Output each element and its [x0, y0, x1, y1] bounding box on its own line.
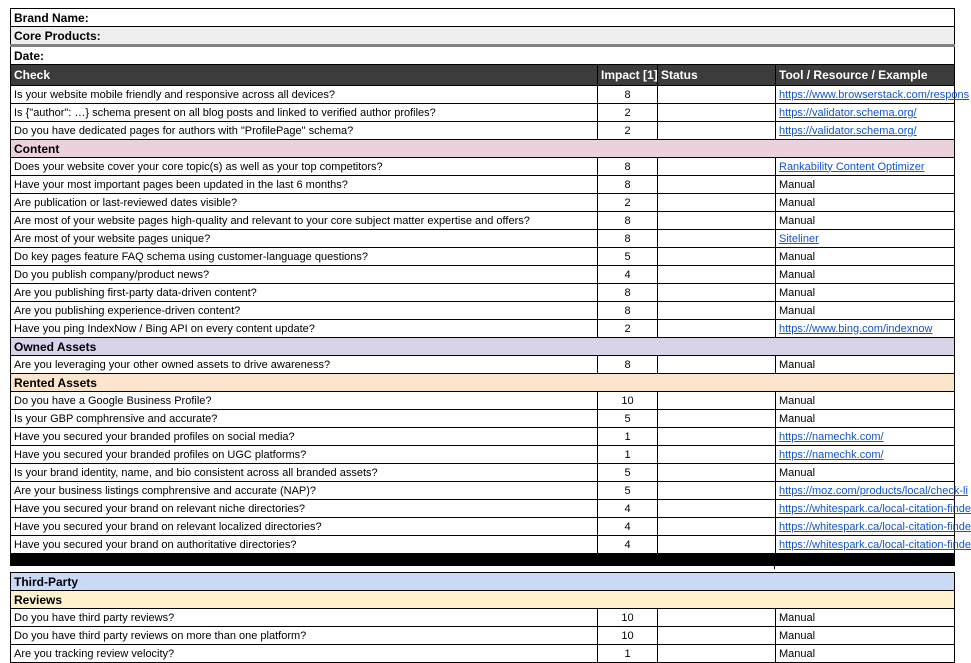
check-cell: Are you publishing first-party data-driven content?: [11, 284, 598, 302]
section-row: [11, 338, 955, 356]
tool-cell: [776, 428, 955, 446]
check-row: [11, 446, 955, 464]
field-label: Core Products:: [11, 27, 955, 46]
check-row: [11, 500, 955, 518]
status-cell[interactable]: [658, 410, 776, 428]
tool-cell: Manual: [776, 284, 955, 302]
column-header-status: Status: [658, 65, 776, 86]
status-cell[interactable]: [658, 194, 776, 212]
check-row: [11, 212, 955, 230]
check-cell: Does your website cover your core topic(s) as well as your top competitors?: [11, 158, 598, 176]
status-cell[interactable]: [658, 645, 776, 663]
status-cell[interactable]: [658, 86, 776, 104]
impact-cell: 1: [598, 428, 658, 446]
impact-cell: 10: [598, 627, 658, 645]
impact-cell: 1: [598, 645, 658, 663]
tool-link[interactable]: https://whitespark.ca/local-citation-finde: [779, 502, 971, 515]
check-cell: Are you tracking review velocity?: [11, 645, 598, 663]
column-border-tick: [774, 566, 775, 569]
tool-cell: Manual: [776, 627, 955, 645]
tool-link[interactable]: https://www.browserstack.com/respons: [779, 88, 970, 101]
status-cell[interactable]: [658, 284, 776, 302]
section-label: Rented Assets: [11, 374, 955, 392]
status-cell[interactable]: [658, 609, 776, 627]
tool-cell: [776, 158, 955, 176]
section-row: [11, 140, 955, 158]
impact-cell: 4: [598, 500, 658, 518]
field-row: [11, 27, 955, 46]
section-row: [11, 374, 955, 392]
tool-cell: Manual: [776, 410, 955, 428]
status-cell[interactable]: [658, 230, 776, 248]
tool-cell: [776, 482, 968, 500]
check-row: [11, 464, 955, 482]
status-cell[interactable]: [658, 536, 776, 554]
impact-cell: 8: [598, 86, 658, 104]
check-cell: Do key pages feature FAQ schema using customer-language questions?: [11, 248, 598, 266]
check-cell: Have you secured your brand on authoritative directories?: [11, 536, 598, 554]
column-header-impact: Impact [1]: [598, 65, 658, 86]
impact-cell: 8: [598, 302, 658, 320]
status-cell[interactable]: [658, 158, 776, 176]
status-cell[interactable]: [658, 302, 776, 320]
check-row: [11, 266, 955, 284]
check-row: [11, 230, 955, 248]
status-cell[interactable]: [658, 482, 776, 500]
impact-cell: 5: [598, 248, 658, 266]
status-cell[interactable]: [658, 464, 776, 482]
check-cell: Are you leveraging your other owned assets to drive awareness?: [11, 356, 598, 374]
impact-cell: 4: [598, 518, 658, 536]
status-cell[interactable]: [658, 392, 776, 410]
impact-cell: 10: [598, 392, 658, 410]
check-row: [11, 518, 955, 536]
check-row: [11, 158, 955, 176]
column-header-check: Check: [11, 65, 598, 86]
check-cell: Do you have third party reviews?: [11, 609, 598, 627]
tool-cell: Manual: [776, 176, 955, 194]
tool-cell: Manual: [776, 212, 955, 230]
check-row: [11, 536, 955, 554]
check-row: [11, 356, 955, 374]
check-row: [11, 392, 955, 410]
tool-cell: [776, 518, 971, 536]
tool-cell: [776, 104, 955, 122]
status-cell[interactable]: [658, 446, 776, 464]
check-row: [11, 284, 955, 302]
check-row: [11, 320, 955, 338]
audit-checklist-table: [10, 8, 971, 663]
check-row: [11, 122, 955, 140]
tool-cell: Manual: [776, 194, 955, 212]
check-cell: Have you secured your brand on relevant localized directories?: [11, 518, 598, 536]
section-label: Owned Assets: [11, 338, 955, 356]
status-cell[interactable]: [658, 122, 776, 140]
tool-cell: [776, 500, 971, 518]
field-row: [11, 46, 955, 65]
impact-cell: 4: [598, 266, 658, 284]
check-row: [11, 609, 955, 627]
check-cell: Have your most important pages been updated in the last 6 months?: [11, 176, 598, 194]
tool-cell: Manual: [776, 302, 955, 320]
impact-cell: 2: [598, 104, 658, 122]
check-row: [11, 248, 955, 266]
impact-cell: 5: [598, 464, 658, 482]
tool-cell: Manual: [776, 392, 955, 410]
tool-cell: [776, 320, 955, 338]
check-row: [11, 104, 955, 122]
status-cell[interactable]: [658, 176, 776, 194]
impact-cell: 2: [598, 320, 658, 338]
status-cell[interactable]: [658, 428, 776, 446]
check-row: [11, 627, 955, 645]
tool-link[interactable]: Rankability Content Optimizer: [779, 160, 925, 173]
tool-link[interactable]: https://namechk.com/: [779, 430, 884, 443]
tool-cell: Manual: [776, 248, 955, 266]
divider-row: [11, 554, 955, 566]
check-cell: Do you have third party reviews on more than one platform?: [11, 627, 598, 645]
gap-row: [11, 566, 955, 573]
impact-cell: 8: [598, 158, 658, 176]
check-cell: Is {"author": …} schema present on all blog posts and linked to verified author profiles?: [11, 104, 598, 122]
section-label: Content: [11, 140, 955, 158]
check-cell: Do you have a Google Business Profile?: [11, 392, 598, 410]
tool-cell: Manual: [776, 609, 955, 627]
tool-cell: [776, 230, 955, 248]
check-row: [11, 302, 955, 320]
field-label: Brand Name:: [11, 9, 955, 27]
impact-cell: 8: [598, 230, 658, 248]
tool-link[interactable]: https://www.bing.com/indexnow: [779, 322, 933, 335]
tool-link[interactable]: https://moz.com/products/local/check-li: [779, 484, 968, 497]
status-cell[interactable]: [658, 500, 776, 518]
tool-link[interactable]: https://namechk.com/: [779, 448, 884, 461]
check-row: [11, 482, 955, 500]
tool-cell: Manual: [776, 356, 955, 374]
impact-cell: 8: [598, 212, 658, 230]
status-cell[interactable]: [658, 212, 776, 230]
field-label: Date:: [11, 46, 955, 65]
tool-link[interactable]: https://whitespark.ca/local-citation-finde: [779, 520, 971, 533]
status-cell[interactable]: [658, 627, 776, 645]
check-row: [11, 176, 955, 194]
section-label: Reviews: [11, 591, 955, 609]
tool-cell: [776, 536, 971, 554]
check-cell: Have you secured your brand on relevant niche directories?: [11, 500, 598, 518]
check-row: [11, 86, 955, 104]
tool-link[interactable]: https://whitespark.ca/local-citation-finde: [779, 538, 971, 551]
check-cell: Have you secured your branded profiles on social media?: [11, 428, 598, 446]
tool-link[interactable]: https://validator.schema.org/: [779, 124, 917, 137]
check-cell: Have you secured your branded profiles on UGC platforms?: [11, 446, 598, 464]
check-cell: Are your business listings comphrensive and accurate (NAP)?: [11, 482, 598, 500]
check-cell: Do you have dedicated pages for authors with "ProfilePage" schema?: [11, 122, 598, 140]
check-cell: Are most of your website pages high-quality and relevant to your core subject matter expertise and offers?: [11, 212, 598, 230]
impact-cell: 2: [598, 194, 658, 212]
check-cell: Is your GBP comphrensive and accurate?: [11, 410, 598, 428]
status-cell[interactable]: [658, 104, 776, 122]
section-row: [11, 591, 955, 609]
impact-cell: 5: [598, 410, 658, 428]
status-cell[interactable]: [658, 356, 776, 374]
status-cell[interactable]: [658, 320, 776, 338]
tool-cell: [776, 446, 955, 464]
field-row: [11, 9, 955, 27]
check-cell: Have you ping IndexNow / Bing API on every content update?: [11, 320, 598, 338]
tool-link[interactable]: https://validator.schema.org/: [779, 106, 917, 119]
check-row: [11, 428, 955, 446]
tool-cell: Manual: [776, 266, 955, 284]
column-header-tool: Tool / Resource / Example: [776, 65, 955, 86]
column-header-row: [11, 65, 955, 86]
divider-bar: [11, 554, 955, 566]
impact-cell: 5: [598, 482, 658, 500]
impact-cell: 8: [598, 356, 658, 374]
check-cell: Are most of your website pages unique?: [11, 230, 598, 248]
impact-cell: 8: [598, 284, 658, 302]
tool-link[interactable]: Siteliner: [779, 232, 819, 245]
tool-cell: Manual: [776, 464, 955, 482]
gap-spacer: [11, 566, 955, 573]
impact-cell: 10: [598, 609, 658, 627]
impact-cell: 1: [598, 446, 658, 464]
check-cell: Is your website mobile friendly and responsive across all devices?: [11, 86, 598, 104]
status-cell[interactable]: [658, 248, 776, 266]
check-cell: Are publication or last-reviewed dates visible?: [11, 194, 598, 212]
impact-cell: 2: [598, 122, 658, 140]
check-row: [11, 194, 955, 212]
status-cell[interactable]: [658, 266, 776, 284]
impact-cell: 4: [598, 536, 658, 554]
check-cell: Do you publish company/product news?: [11, 266, 598, 284]
tool-cell: Manual: [776, 645, 955, 663]
tool-cell: [776, 122, 955, 140]
check-cell: Is your brand identity, name, and bio consistent across all branded assets?: [11, 464, 598, 482]
check-row: [11, 645, 955, 663]
impact-cell: 8: [598, 176, 658, 194]
check-cell: Are you publishing experience-driven content?: [11, 302, 598, 320]
section-label: Third-Party: [11, 573, 955, 591]
check-row: [11, 410, 955, 428]
tool-cell: [776, 86, 970, 104]
status-cell[interactable]: [658, 518, 776, 536]
section-row: [11, 573, 955, 591]
